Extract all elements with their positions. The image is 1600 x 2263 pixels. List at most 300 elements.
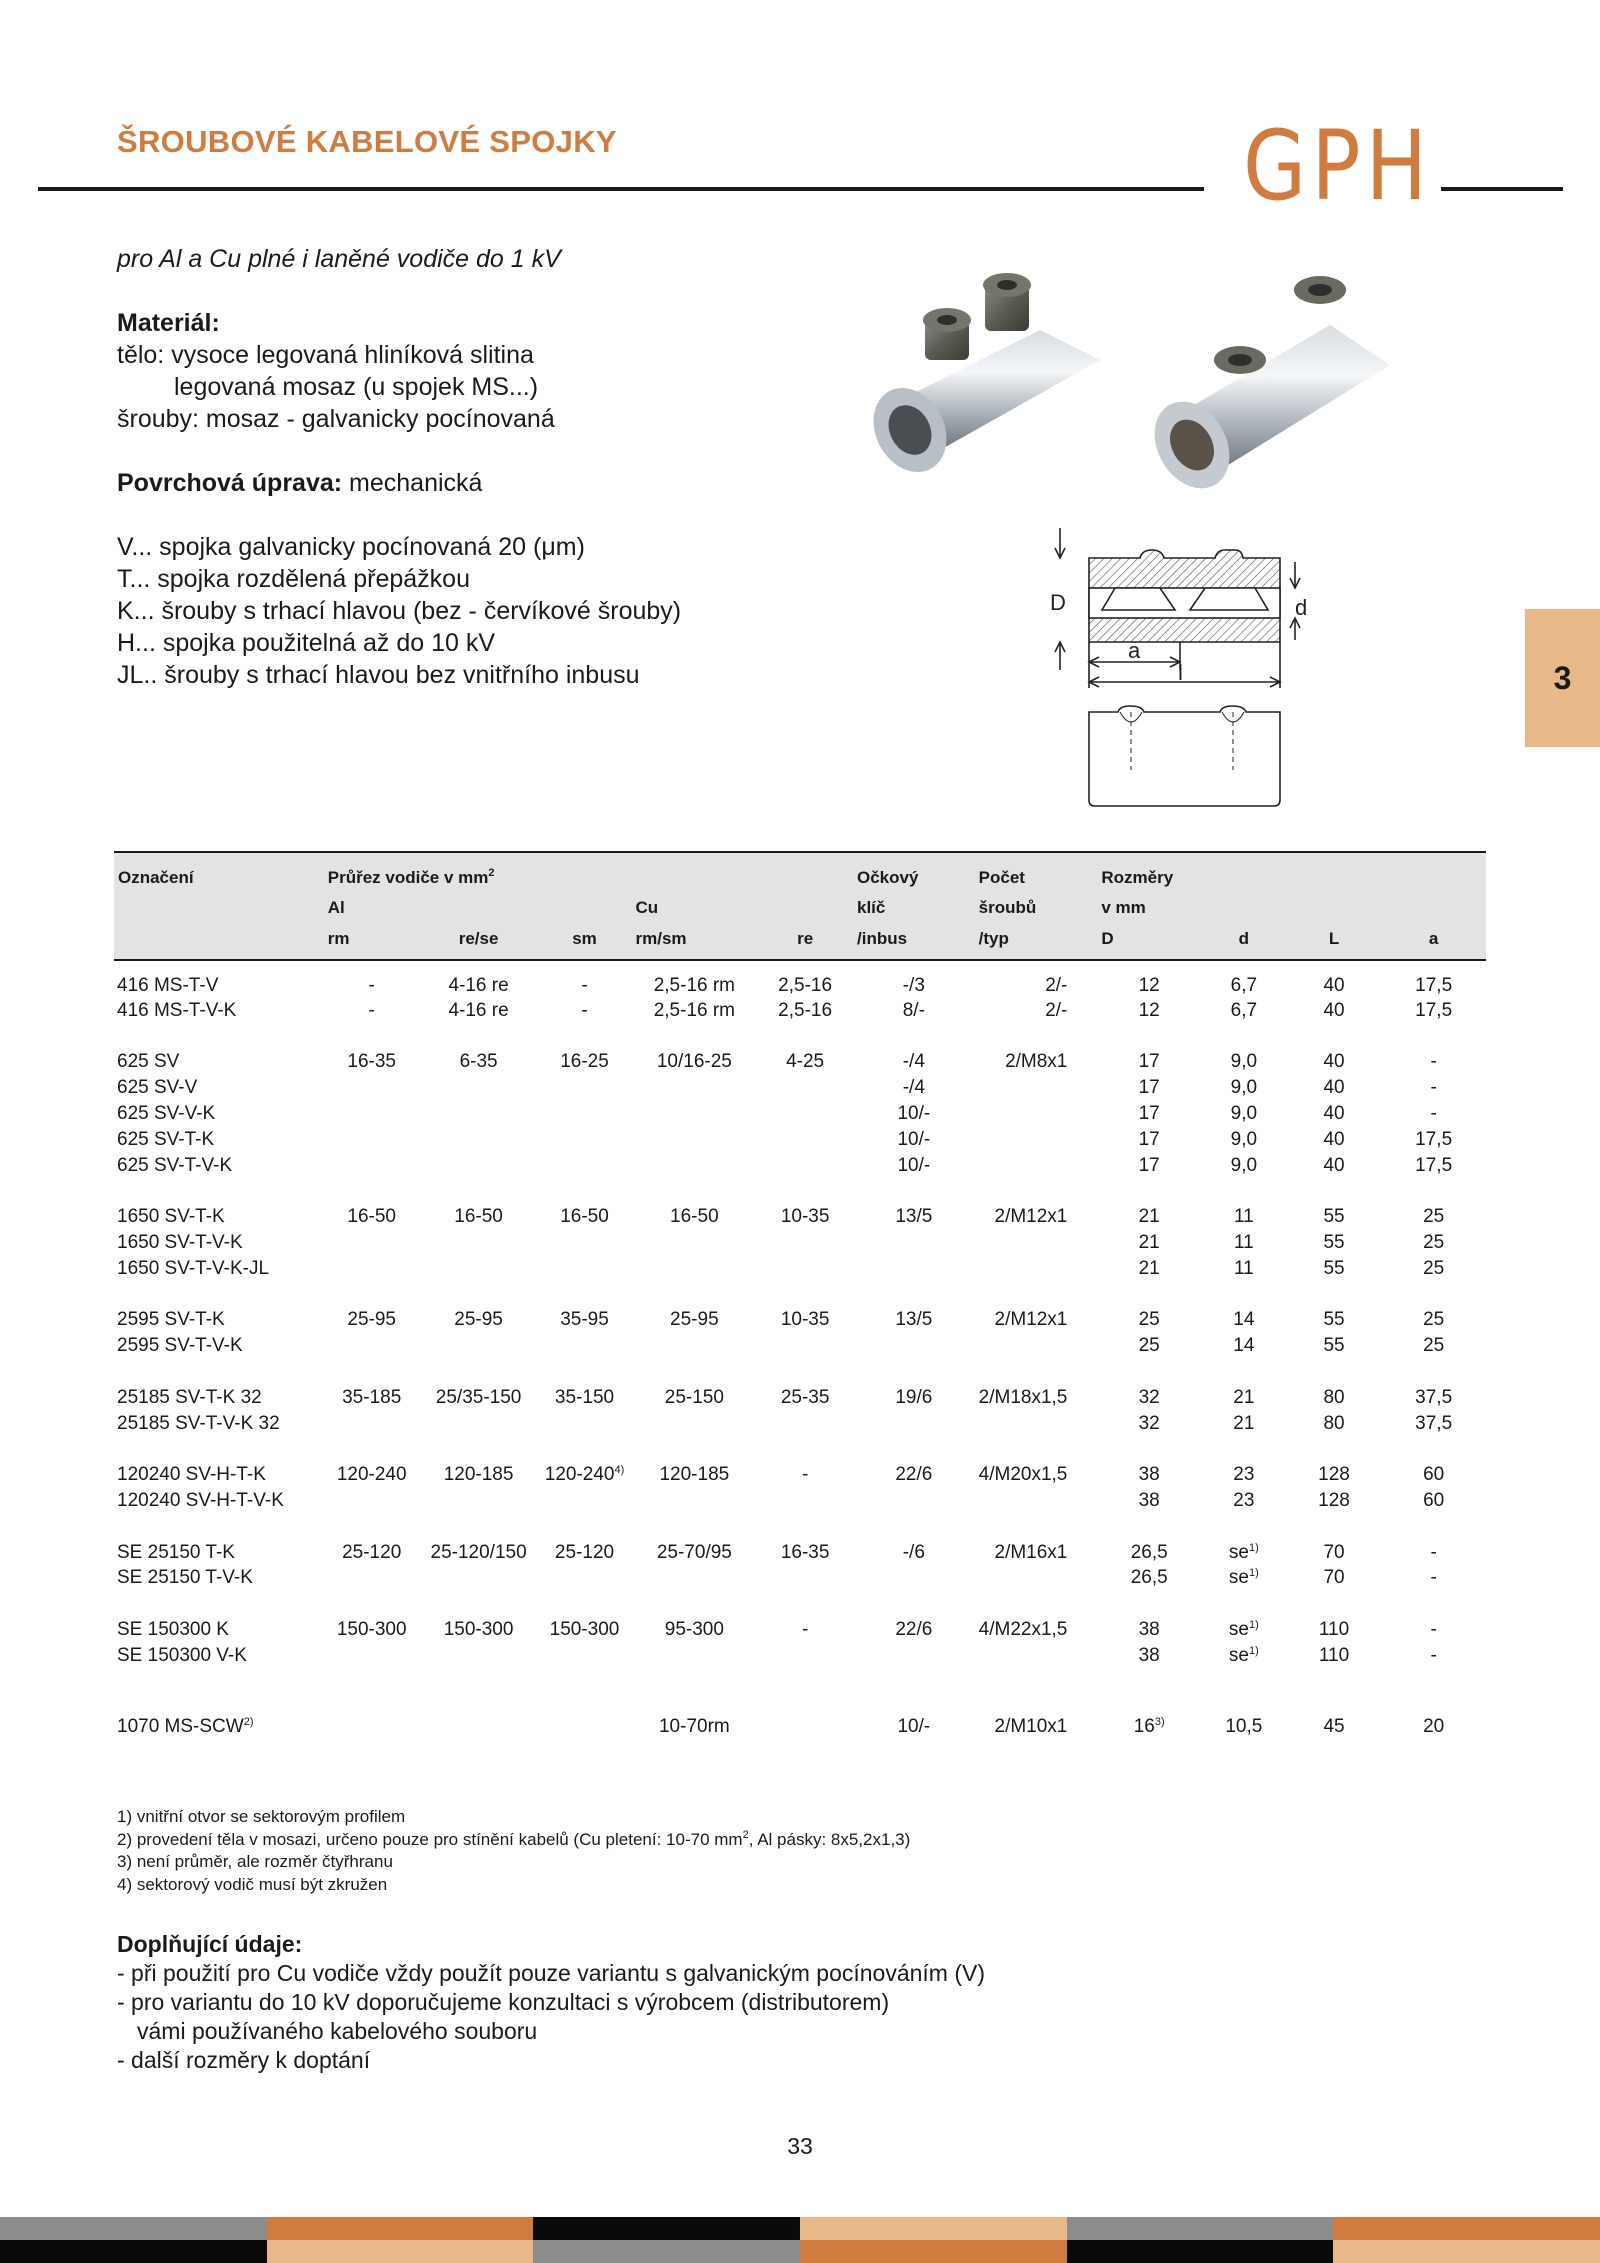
table-cell [975, 1153, 1098, 1179]
table-row [114, 1333, 1486, 1359]
table-cell: 32 [1138, 1386, 1160, 1408]
material-line: tělo: vysoce legovaná hliníková slitina [117, 341, 534, 369]
footer-stripes [0, 2217, 1600, 2263]
table-row [114, 1101, 1486, 1127]
table-cell: 25 [1138, 1309, 1160, 1331]
th-L: L [1287, 924, 1382, 960]
table-cell: 2/- [1045, 974, 1068, 996]
table-cell: 13/5 [895, 1206, 933, 1228]
table-cell: 2/M10x1 [994, 1715, 1068, 1737]
table-cell [975, 1127, 1098, 1153]
table-cell: 17,5 [1415, 1154, 1453, 1176]
table-cell: 8/- [902, 999, 925, 1021]
table-cell: 12 [1138, 974, 1160, 996]
table-cell: 10-35 [780, 1206, 830, 1228]
table-cell [757, 1075, 853, 1101]
table-cell: 38 [1138, 1644, 1160, 1666]
table-cell: 40 [1323, 1077, 1345, 1099]
table-cell [853, 1566, 975, 1592]
table-cell [538, 1643, 632, 1669]
table-row [114, 1411, 1486, 1437]
table-cell: 625 SV-T-K [117, 1128, 215, 1150]
material-label: Materiál: [117, 309, 220, 337]
table-cell: 1650 SV-T-K [117, 1206, 225, 1228]
table-cell [420, 1101, 538, 1127]
table-cell: 128 [1318, 1490, 1350, 1512]
table-cell [975, 1643, 1098, 1669]
table-cell: 55 [1323, 1335, 1345, 1357]
table-cell: 25 [1423, 1232, 1445, 1254]
table-cell [975, 1256, 1098, 1282]
table-cell [324, 1411, 420, 1437]
connector-right-icon [1140, 276, 1390, 502]
table-cell: 25-35 [780, 1386, 830, 1408]
table-cell: 6-35 [459, 1051, 498, 1073]
table-cell: 1070 MS-SCW$^{2)}$ [117, 1715, 254, 1737]
table-cell: 17 [1138, 1103, 1160, 1125]
table-cell: $se^{1)}$ [1228, 1541, 1259, 1563]
table-cell: 20 [1423, 1715, 1445, 1737]
table-cell: 17 [1138, 1128, 1160, 1150]
th-al: Al [324, 892, 632, 924]
table-cell: 150-300 [336, 1619, 407, 1641]
table-row [114, 1385, 1486, 1411]
table-cell [420, 1643, 538, 1669]
chapter-tab: 3 [1525, 609, 1600, 747]
table-cell [853, 1643, 975, 1669]
header-rule-right [1441, 187, 1563, 191]
table-cell: -/4 [902, 1077, 925, 1099]
table-cell: 10/- [897, 1715, 931, 1737]
variant-line: T... spojka rozdělená přepážkou [117, 565, 470, 593]
product-photo [860, 250, 1400, 490]
table-row [114, 1617, 1486, 1643]
table-row [114, 1050, 1486, 1076]
table-row [114, 1204, 1486, 1230]
table-cell: 625 SV-T-V-K [117, 1154, 233, 1176]
table-cell [853, 1333, 975, 1359]
table-cell [975, 1411, 1098, 1437]
table-cell: 25-150 [664, 1386, 724, 1408]
table-cell: 4/M22x1,5 [978, 1619, 1068, 1641]
table-cell: 9,0 [1230, 1051, 1258, 1073]
table-cell [757, 1643, 853, 1669]
table-row [114, 1488, 1486, 1514]
table-row [114, 1127, 1486, 1153]
table-cell: 13/5 [895, 1309, 933, 1331]
table-cell: 6,7 [1230, 999, 1258, 1021]
variant-line: H... spojka použitelná až do 10 kV [117, 629, 496, 657]
table-cell [324, 1488, 420, 1514]
table-row [114, 1643, 1486, 1669]
table-cell [538, 1101, 632, 1127]
table-cell: 25185 SV-T-K 32 [117, 1386, 262, 1408]
table-cell: 150-300 [549, 1619, 620, 1641]
label-D: D [1050, 590, 1066, 615]
table-cell: 32 [1138, 1412, 1160, 1434]
table-cell: -/4 [902, 1051, 925, 1073]
table-cell: 17,5 [1415, 1128, 1453, 1150]
table-cell [420, 1488, 538, 1514]
table-cell: 25-95 [670, 1309, 719, 1331]
table-cell: 55 [1323, 1232, 1345, 1254]
table-cell: 37,5 [1415, 1412, 1453, 1434]
table-cell [538, 1488, 632, 1514]
table-cell: 26,5 [1130, 1567, 1168, 1589]
table-cell: 120240 SV-H-T-V-K [117, 1490, 284, 1512]
table-cell: 1650 SV-T-V-K [117, 1232, 243, 1254]
subtitle: pro Al a Cu plné i laněné vodiče do 1 kV [117, 245, 561, 273]
material-line: šrouby: mosaz - galvanicky pocínovaná [117, 405, 555, 433]
table-cell [631, 1488, 757, 1514]
table-cell [975, 1230, 1098, 1256]
table-cell: 120-185 [659, 1464, 730, 1486]
table-cell: 11 [1233, 1206, 1254, 1228]
table-cell [757, 1101, 853, 1127]
table-cell [975, 1566, 1098, 1592]
table-cell: 19/6 [895, 1386, 933, 1408]
table-cell: 95-300 [664, 1619, 724, 1641]
label-l: l [1178, 660, 1183, 685]
material-line: legovaná mosaz (u spojek MS...) [174, 373, 539, 401]
table-cell: 9,0 [1230, 1103, 1258, 1125]
variant-line: K... šrouby s trhací hlavou (bez - červíkové šrouby) [117, 597, 682, 625]
table-cell: 21 [1138, 1232, 1160, 1254]
table-cell [538, 1256, 632, 1282]
table-cell: 25-95 [347, 1309, 396, 1331]
table-cell: 10/- [897, 1128, 931, 1150]
table-cell: 10,5 [1225, 1715, 1263, 1737]
th-rmsm: rm/sm [631, 924, 757, 960]
table-cell [420, 1256, 538, 1282]
table-cell: 9,0 [1230, 1154, 1258, 1176]
table-cell: 21 [1138, 1257, 1160, 1279]
table-cell: 150-300 [443, 1619, 514, 1641]
table-cell [420, 1230, 538, 1256]
table-cell: 38 [1138, 1619, 1160, 1641]
table-cell: 128 [1318, 1464, 1350, 1486]
table-cell: 38 [1138, 1464, 1160, 1486]
table-cell: - [581, 974, 588, 996]
table-cell [757, 1488, 853, 1514]
table-cell: 416 MS-T-V [117, 974, 219, 996]
table-cell: 6,7 [1230, 974, 1258, 996]
table-cell: 11 [1233, 1257, 1254, 1279]
table-row [114, 1153, 1486, 1179]
table-row [114, 960, 1486, 998]
table-cell [420, 1127, 538, 1153]
table-cell [757, 1411, 853, 1437]
table-cell: 22/6 [895, 1619, 933, 1641]
table-cell: 17 [1138, 1077, 1160, 1099]
table-cell: 17 [1138, 1154, 1160, 1176]
table-cell [538, 1153, 632, 1179]
table-cell: 25 [1423, 1206, 1445, 1228]
table-cell [631, 1256, 757, 1282]
th-prurez: Průřez vodiče v $mm^2$ [324, 852, 853, 892]
th-sroubu: šroubů [975, 892, 1098, 924]
table-cell: 26,5 [1130, 1541, 1168, 1563]
table-cell: 1650 SV-T-V-K-JL [117, 1257, 270, 1279]
table-cell [853, 1411, 975, 1437]
table-cell: 25-70/95 [656, 1541, 732, 1563]
table-cell: 16-25 [560, 1051, 609, 1073]
table-cell [324, 1643, 420, 1669]
table-cell: 37,5 [1415, 1386, 1453, 1408]
note-line: - další rozměry k doptání [117, 2047, 371, 2073]
footnote: 4) sektorový vodič musí být zkružen [117, 1874, 388, 1894]
th-rm: rm [324, 924, 420, 960]
table-cell: 25-120 [554, 1541, 615, 1563]
table-cell [420, 1411, 538, 1437]
table-cell: 45 [1323, 1715, 1345, 1737]
table-cell: - [801, 1619, 809, 1641]
connector-left-icon [859, 273, 1100, 485]
variant-line: V... spojka galvanicky pocínovaná 20 (μm) [117, 533, 585, 561]
th-vmm: v mm [1097, 892, 1486, 924]
table-cell: 23 [1233, 1490, 1255, 1512]
table-cell [631, 1333, 757, 1359]
table-cell [538, 1075, 632, 1101]
table-cell: 16-35 [780, 1541, 830, 1563]
table-cell [975, 1488, 1098, 1514]
surface-treatment: Povrchová úprava: mechanická [117, 469, 483, 497]
note-line: vámi používaného kabelového souboru [137, 2018, 538, 2044]
table-cell: 25 [1423, 1309, 1445, 1331]
table-cell [975, 1075, 1098, 1101]
table-cell: 2/M12x1 [994, 1206, 1068, 1228]
table-cell: 38 [1138, 1490, 1160, 1512]
variant-line: JL.. šrouby s trhací hlavou bez vnitřního inbusu [117, 661, 640, 689]
th-pocet: Počet [975, 852, 1098, 892]
table-cell [324, 1153, 420, 1179]
table-cell: - [1430, 1103, 1437, 1125]
table-row [114, 1714, 1486, 1740]
table-cell: 110 [1318, 1644, 1350, 1666]
th-cu: Cu [631, 892, 853, 924]
table-row [114, 998, 1486, 1024]
intro-section [117, 243, 877, 691]
table-cell: 14 [1233, 1309, 1255, 1331]
table-cell: $se^{1)}$ [1228, 1567, 1259, 1589]
table-cell: 70 [1323, 1541, 1345, 1563]
table-cell: 2,5-16 rm [653, 974, 736, 996]
table-cell: 40 [1323, 1103, 1345, 1125]
table-cell [324, 1127, 420, 1153]
footnotes [117, 1806, 910, 1896]
table-cell [975, 1333, 1098, 1359]
th-re: re [757, 924, 853, 960]
table-row [114, 1230, 1486, 1256]
table-cell: 25 [1423, 1335, 1445, 1357]
th-rozmery: Rozměry [1097, 852, 1486, 892]
additional-notes [117, 1930, 985, 2075]
label-d: d [1295, 595, 1308, 620]
table-cell: 25 [1423, 1257, 1445, 1279]
table-cell: -/3 [902, 974, 925, 996]
table-cell: 4-25 [786, 1051, 825, 1073]
table-cell: 625 SV-V-K [117, 1103, 216, 1125]
table-cell: 40 [1323, 999, 1345, 1021]
table-cell [757, 1153, 853, 1179]
th-ockovy: Očkový [853, 852, 975, 892]
table-cell: 2595 SV-T-V-K [117, 1335, 243, 1357]
table-row [114, 1075, 1486, 1101]
table-cell: SE 150300 V-K [117, 1644, 247, 1666]
table-cell: 40 [1323, 974, 1345, 996]
table-cell: 4-16 re [448, 999, 509, 1021]
table-cell: 23 [1233, 1464, 1255, 1486]
table-cell [538, 1333, 632, 1359]
table-cell: 40 [1323, 1051, 1345, 1073]
table-cell: 2,5-16 rm [653, 999, 736, 1021]
table-cell: 2/M8x1 [1005, 1051, 1068, 1073]
table-cell: 2,5-16 [778, 974, 833, 996]
table-cell [853, 1256, 975, 1282]
th-a: a [1381, 924, 1486, 960]
table-cell: 120240 SV-H-T-K [117, 1464, 266, 1486]
table-cell: - [801, 1464, 809, 1486]
table-cell [975, 1101, 1098, 1127]
table-cell: 80 [1323, 1386, 1345, 1408]
table-cell: - [1430, 1051, 1437, 1073]
table-cell [631, 1101, 757, 1127]
table-cell: 12 [1138, 999, 1160, 1021]
table-cell: 4/M20x1,5 [978, 1464, 1068, 1486]
table-cell: - [368, 974, 375, 996]
table-cell [420, 1333, 538, 1359]
table-cell [631, 1230, 757, 1256]
table-cell [631, 1153, 757, 1179]
table-cell: 110 [1318, 1619, 1350, 1641]
table-cell: 10-35 [780, 1309, 830, 1331]
table-cell: - [1430, 1077, 1437, 1099]
table-cell: 16-35 [347, 1051, 396, 1073]
table-cell: 10-70rm [658, 1715, 730, 1737]
notes-heading: Doplňující údaje: [117, 1931, 303, 1957]
dimension-diagram [1040, 520, 1308, 815]
table-cell [420, 1566, 538, 1592]
table-cell: 16-50 [670, 1206, 719, 1228]
table-cell: 55 [1323, 1257, 1345, 1279]
table-row [114, 1540, 1486, 1566]
table-cell: - [1430, 1619, 1437, 1641]
table-cell: 25 [1138, 1335, 1160, 1357]
th-D: D [1097, 924, 1201, 960]
table-cell [757, 1127, 853, 1153]
table-cell: 2/M18x1,5 [978, 1386, 1068, 1408]
table-cell: 2595 SV-T-K [117, 1309, 225, 1331]
table-cell [538, 1714, 632, 1740]
table-cell: - [1430, 1644, 1437, 1666]
table-cell: 40 [1323, 1154, 1345, 1176]
table-cell: - [1430, 1567, 1437, 1589]
th-d: d [1201, 924, 1287, 960]
table-cell: 16-50 [347, 1206, 396, 1228]
table-cell: 60 [1423, 1464, 1445, 1486]
table-cell [324, 1566, 420, 1592]
table-cell: 416 MS-T-V-K [117, 999, 237, 1021]
table-cell: 2/- [1045, 999, 1068, 1021]
table-cell: 17,5 [1415, 999, 1453, 1021]
table-cell: 40 [1323, 1128, 1345, 1150]
table-cell [757, 1333, 853, 1359]
note-line: - pro variantu do 10 kV doporučujeme konzultaci s výrobcem (distributorem) [117, 1989, 890, 2015]
table-cell: 10/- [897, 1154, 931, 1176]
table-cell: 22/6 [895, 1464, 933, 1486]
table-cell: 80 [1323, 1412, 1345, 1434]
table-cell [324, 1230, 420, 1256]
table-row [114, 1566, 1486, 1592]
table-cell: 120-240 [336, 1464, 407, 1486]
table-cell [757, 1230, 853, 1256]
table-cell: 25-120 [342, 1541, 402, 1563]
page-number: 33 [787, 2133, 813, 2159]
table-cell [631, 1566, 757, 1592]
table-cell: 70 [1323, 1567, 1345, 1589]
table-cell [538, 1230, 632, 1256]
table-cell: - [368, 999, 375, 1021]
table-cell [757, 1566, 853, 1592]
table-cell [420, 1714, 538, 1740]
table-cell: 55 [1323, 1309, 1345, 1331]
table-cell: 21 [1233, 1386, 1255, 1408]
table-cell: 16-50 [560, 1206, 609, 1228]
th-sm: sm [538, 924, 632, 960]
table-cell: 11 [1233, 1232, 1254, 1254]
table-cell: - [581, 999, 588, 1021]
table-cell [631, 1643, 757, 1669]
table-cell: 120-240$^{4)}$ [544, 1464, 625, 1486]
table-cell [324, 1714, 420, 1740]
table-cell: 35-185 [342, 1386, 402, 1408]
label-a: a [1128, 638, 1141, 663]
table-cell [757, 1714, 853, 1740]
table-cell: 16-50 [454, 1206, 503, 1228]
table-cell [538, 1411, 632, 1437]
table-cell [853, 1488, 975, 1514]
table-cell [538, 1566, 632, 1592]
table-cell: 625 SV [117, 1051, 180, 1073]
table-cell: 10/16-25 [656, 1051, 732, 1073]
table-cell [324, 1075, 420, 1101]
table-cell: -/6 [902, 1541, 925, 1563]
table-row [114, 1256, 1486, 1282]
page-title: ŠROUBOVÉ KABELOVÉ SPOJKY [117, 124, 617, 159]
table-cell: 25185 SV-T-V-K 32 [117, 1412, 280, 1434]
brand-logo: GPH [1243, 110, 1433, 222]
table-cell: 2/M12x1 [994, 1309, 1068, 1331]
table-cell [420, 1153, 538, 1179]
table-cell: 9,0 [1230, 1128, 1258, 1150]
th-rese: re/se [420, 924, 538, 960]
table-cell: $se^{1)}$ [1228, 1644, 1259, 1666]
table-cell [420, 1075, 538, 1101]
table-cell: 25/35-150 [435, 1386, 522, 1408]
table-cell: 17,5 [1415, 974, 1453, 996]
table-cell [631, 1075, 757, 1101]
table-cell: SE 25150 T-V-K [117, 1567, 253, 1589]
table-row [114, 1462, 1486, 1488]
th-typ: /typ [975, 924, 1098, 960]
spec-table [114, 851, 1486, 1740]
table-cell: 10/- [897, 1103, 931, 1125]
footnote: 1) vnitřní otvor se sektorovým profilem [117, 1807, 406, 1826]
table-cell: 4-16 re [448, 974, 509, 996]
table-cell: 2,5-16 [778, 999, 833, 1021]
table-cell: 60 [1423, 1490, 1445, 1512]
table-row [114, 1308, 1486, 1334]
